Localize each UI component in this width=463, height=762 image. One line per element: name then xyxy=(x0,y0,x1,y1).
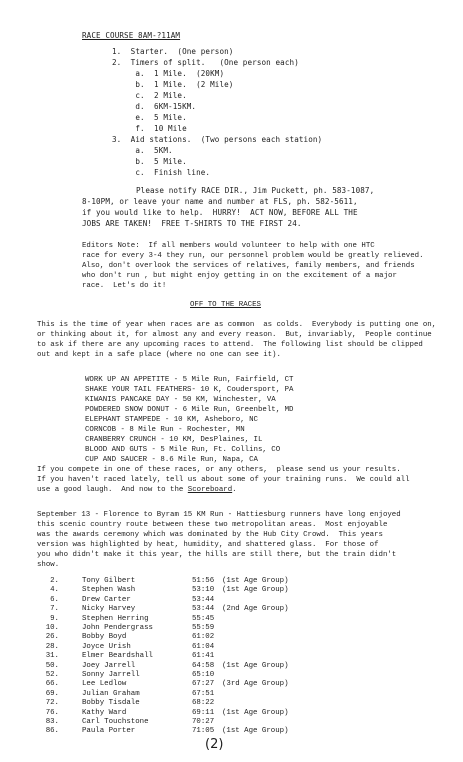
result-time: 69:11 xyxy=(192,708,215,717)
page-number: (2) xyxy=(205,737,224,752)
race-list-item: BLOOD AND GUTS - 5 Mile Run, Ft. Collins, CO xyxy=(85,446,281,454)
result-time: 70:27 xyxy=(192,718,215,726)
result-name: Tony Gilbert xyxy=(82,577,136,585)
section-title: OFF TO THE RACES xyxy=(190,301,261,309)
result-place: 6. xyxy=(50,595,59,604)
report-line: was the awards ceremony which was dominated by the Hub City Crowd. This years xyxy=(37,531,383,539)
race-course-item: a. 5KM. xyxy=(112,146,173,155)
result-name: Joyce Urish xyxy=(82,642,131,651)
race-list-item: CUP AND SAUCER - 8.6 Mile Run, Napa, CA xyxy=(85,456,258,464)
race-course-item: d. 6KM-15KM. xyxy=(112,102,197,111)
result-note: (1st Age Group) xyxy=(222,577,289,585)
result-time: 61:41 xyxy=(192,652,215,661)
result-place: 86. xyxy=(45,727,59,736)
result-time: 61:02 xyxy=(192,633,215,642)
result-name: Elmer Beardshall xyxy=(82,652,153,661)
result-time: 65:10 xyxy=(192,671,215,679)
result-place: 50. xyxy=(45,661,59,670)
outro-line: If you haven't raced lately, tell us about some of your training runs. We could all xyxy=(37,476,410,484)
result-place: 72. xyxy=(45,699,59,708)
race-course-item: e. 5 Mile. xyxy=(112,113,187,122)
result-name: Nicky Harvey xyxy=(82,605,136,614)
result-time: 53:10 xyxy=(192,586,215,595)
result-name: Carl Touchstone xyxy=(82,718,149,726)
scoreboard-label: Scoreboard xyxy=(187,486,233,494)
result-time: 68:22 xyxy=(192,699,215,708)
result-time: 55:45 xyxy=(192,614,215,623)
result-time: 51:56 xyxy=(192,577,215,585)
outro-end: . xyxy=(232,486,237,494)
race-course-item: 2. Timers of split. (One person each) xyxy=(112,58,299,67)
result-name: Drew Carter xyxy=(82,595,131,604)
editors-note-line: who don't run , but might enjoy getting in on the excitement of a major xyxy=(82,272,397,280)
result-place: 10. xyxy=(45,624,59,632)
result-time: 53:44 xyxy=(192,595,215,604)
outro-line xyxy=(37,487,237,494)
race-list-item: CRANBERRY CRUNCH - 10 KM, DesPlaines, IL xyxy=(85,436,263,444)
result-time: 61:04 xyxy=(192,642,215,651)
outro-text: use a good laugh. And now to the xyxy=(37,486,188,494)
result-name: Joey Jarrell xyxy=(82,661,136,670)
result-name: Paula Porter xyxy=(82,727,136,736)
result-place: 2. xyxy=(50,577,59,585)
volunteer-notice-line: 8-10PM, or leave your name and number at FLS, ph. 582-5611, xyxy=(82,197,358,206)
result-place: 7. xyxy=(50,605,59,614)
result-place: 26. xyxy=(45,633,59,642)
intro-line: or thinking about it, for almost any and every reason. But, invariably, People continue xyxy=(37,331,432,339)
result-time: 71:05 xyxy=(192,727,215,736)
result-name: Stephen Herring xyxy=(82,614,149,623)
result-place: 76. xyxy=(45,708,59,717)
editors-note-line: race. Let's do it! xyxy=(82,282,167,290)
intro-line: This is the time of year when races are as common as colds. Everybody is putting one on, xyxy=(37,321,437,329)
result-note: (2nd Age Group) xyxy=(222,605,289,614)
editors-note-line: race for every 3-4 they run, our personnel problem would be greatly relieved. xyxy=(82,252,424,260)
result-name: Julian Graham xyxy=(82,689,140,698)
result-name: Kathy Ward xyxy=(82,708,127,717)
report-line: this scenic country route between these two metropolitan areas. Most enjoyable xyxy=(37,521,388,529)
result-place: 9. xyxy=(50,614,59,623)
result-time: 67:51 xyxy=(192,689,215,698)
volunteer-notice-line: if you would like to help. HURRY! ACT NOW, BEFORE ALL THE xyxy=(82,208,358,217)
report-line: September 13 - Florence to Byram 15 KM Run - Hattiesburg runners have long enjoyed xyxy=(37,511,401,519)
report-line: version was highlighted by heat, humidity, and shattered glass. For those of xyxy=(37,541,379,549)
result-note: (1st Age Group) xyxy=(222,586,289,595)
result-time: 55:59 xyxy=(192,624,215,632)
result-name: Stephen Wash xyxy=(82,586,136,595)
result-place: 28. xyxy=(45,642,59,651)
intro-line: out and kept in a safe place (where no one can see it). xyxy=(37,351,281,359)
result-time: 64:58 xyxy=(192,661,215,670)
race-course-item: f. 10 Mile xyxy=(112,124,187,133)
race-course-item: c. 2 Mile. xyxy=(112,91,187,100)
report-line: you who didn't make it this year, the hills are still there, but the train didn't xyxy=(37,551,397,559)
race-course-item: 3. Aid stations. (Two persons each station) xyxy=(112,135,323,144)
race-list-item: WORK UP AN APPETITE - 5 Mile Run, Fairfield, CT xyxy=(85,376,294,384)
race-course-item: b. 1 Mile. (2 Mile) xyxy=(112,80,234,89)
result-place: 4. xyxy=(50,586,59,595)
result-place: 31. xyxy=(45,652,59,661)
volunteer-notice-line: Please notify RACE DIR., Jim Puckett, ph. 583-1087, xyxy=(136,186,375,195)
result-note: (1st Age Group) xyxy=(222,661,289,670)
result-note: (3rd Age Group) xyxy=(222,680,289,689)
outro-line: If you compete in one of these races, or any others, please send us your results. xyxy=(37,466,401,474)
race-list-item: ELEPHANT STAMPEDE - 10 KM, Asheboro, NC xyxy=(85,416,258,424)
race-list-item: POWDERED SNOW DONUT - 6 Mile Run, Greenbelt, MD xyxy=(85,406,294,414)
result-time: 67:27 xyxy=(192,680,215,689)
result-time: 53:44 xyxy=(192,605,215,614)
report-line: show. xyxy=(37,561,60,569)
result-place: 83. xyxy=(45,718,59,726)
race-course-item: a. 1 Mile. (20KM) xyxy=(112,69,225,78)
result-place: 52. xyxy=(45,671,59,679)
result-place: 69. xyxy=(45,689,59,698)
result-name: Bobby Tisdale xyxy=(82,699,140,708)
race-course-heading: RACE COURSE 8AM-?11AM xyxy=(82,31,181,40)
result-name: Lee Ledlow xyxy=(82,680,127,689)
editors-note-line: Also, don't overlook the services of relatives, family members, and friends xyxy=(82,262,415,270)
race-course-item: 1. Starter. (One person) xyxy=(112,47,234,56)
race-list-item: KIWANIS PANCAKE DAY - 50 KM, Winchester, VA xyxy=(85,396,276,404)
result-name: John Pendergrass xyxy=(82,624,153,632)
race-course-item: b. 5 Mile. xyxy=(112,157,187,166)
result-name: Bobby Boyd xyxy=(82,633,127,642)
editors-note-line: Editors Note: If all members would volunteer to help with one HTC xyxy=(82,242,375,250)
volunteer-notice-line: JOBS ARE TAKEN! FREE T-SHIRTS TO THE FIRST 24. xyxy=(82,219,302,228)
result-name: Sonny Jarrell xyxy=(82,671,140,679)
result-note: (1st Age Group) xyxy=(222,727,289,736)
intro-line: to ask if there are any upcoming races to attend. The following list should be clipped xyxy=(37,341,423,349)
race-course-item: c. Finish line. xyxy=(112,168,211,177)
result-place: 66. xyxy=(45,680,59,689)
race-list-item: SHAKE YOUR TAIL FEATHERS- 10 K, Coudersport, PA xyxy=(85,386,294,394)
race-list-item: CORNCOB - 8 Mile Run - Rochester, MN xyxy=(85,426,245,434)
result-note: (1st Age Group) xyxy=(222,708,289,717)
